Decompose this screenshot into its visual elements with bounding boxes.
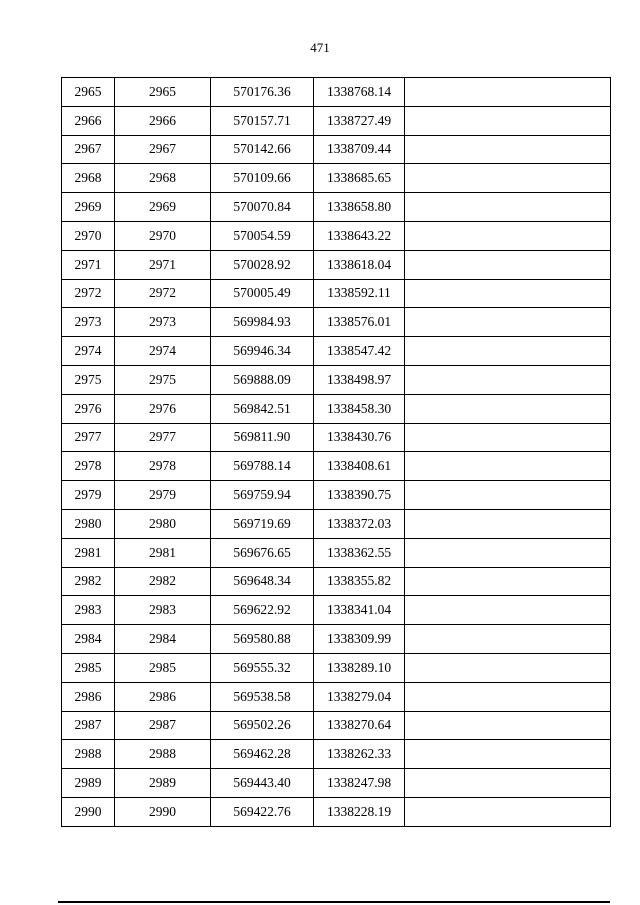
note-cell (405, 567, 611, 596)
point-number-cell: 2975 (115, 365, 211, 394)
x-coordinate-cell: 569888.09 (211, 365, 314, 394)
note-cell (405, 135, 611, 164)
x-coordinate-cell: 569759.94 (211, 481, 314, 510)
table-row (62, 567, 611, 596)
point-number-cell: 2971 (115, 250, 211, 279)
coordinates-table (61, 77, 611, 827)
point-id-cell: 2978 (62, 452, 115, 481)
table-row (62, 279, 611, 308)
y-coordinate-cell: 1338355.82 (314, 567, 405, 596)
note-cell (405, 769, 611, 798)
point-number-cell: 2981 (115, 538, 211, 567)
note-cell (405, 481, 611, 510)
table-body (62, 78, 611, 827)
y-coordinate-cell: 1338685.65 (314, 164, 405, 193)
note-cell (405, 682, 611, 711)
point-number-cell: 2978 (115, 452, 211, 481)
table-row (62, 653, 611, 682)
point-number-cell: 2967 (115, 135, 211, 164)
y-coordinate-cell: 1338390.75 (314, 481, 405, 510)
point-number-cell: 2983 (115, 596, 211, 625)
y-coordinate-cell: 1338289.10 (314, 653, 405, 682)
note-cell (405, 337, 611, 366)
note-cell (405, 106, 611, 135)
x-coordinate-cell: 570176.36 (211, 78, 314, 107)
table-row (62, 337, 611, 366)
note-cell (405, 279, 611, 308)
x-coordinate-cell: 569622.92 (211, 596, 314, 625)
x-coordinate-cell: 569443.40 (211, 769, 314, 798)
table-row (62, 423, 611, 452)
point-id-cell: 2970 (62, 221, 115, 250)
point-number-cell: 2984 (115, 625, 211, 654)
y-coordinate-cell: 1338618.04 (314, 250, 405, 279)
y-coordinate-cell: 1338547.42 (314, 337, 405, 366)
table-row (62, 625, 611, 654)
point-id-cell: 2976 (62, 394, 115, 423)
x-coordinate-cell: 570028.92 (211, 250, 314, 279)
point-id-cell: 2984 (62, 625, 115, 654)
point-number-cell: 2972 (115, 279, 211, 308)
x-coordinate-cell: 569946.34 (211, 337, 314, 366)
y-coordinate-cell: 1338228.19 (314, 797, 405, 826)
table-row (62, 308, 611, 337)
x-coordinate-cell: 570054.59 (211, 221, 314, 250)
y-coordinate-cell: 1338709.44 (314, 135, 405, 164)
x-coordinate-cell: 570070.84 (211, 193, 314, 222)
y-coordinate-cell: 1338341.04 (314, 596, 405, 625)
point-number-cell: 2980 (115, 509, 211, 538)
x-coordinate-cell: 569555.32 (211, 653, 314, 682)
note-cell (405, 221, 611, 250)
table-row (62, 106, 611, 135)
note-cell (405, 596, 611, 625)
y-coordinate-cell: 1338498.97 (314, 365, 405, 394)
point-number-cell: 2986 (115, 682, 211, 711)
point-number-cell: 2974 (115, 337, 211, 366)
point-number-cell: 2965 (115, 78, 211, 107)
x-coordinate-cell: 569811.90 (211, 423, 314, 452)
table-row (62, 250, 611, 279)
table-row (62, 394, 611, 423)
point-id-cell: 2965 (62, 78, 115, 107)
x-coordinate-cell: 570157.71 (211, 106, 314, 135)
table-row (62, 221, 611, 250)
note-cell (405, 509, 611, 538)
table-row (62, 682, 611, 711)
x-coordinate-cell: 569462.28 (211, 740, 314, 769)
y-coordinate-cell: 1338270.64 (314, 711, 405, 740)
x-coordinate-cell: 570005.49 (211, 279, 314, 308)
note-cell (405, 452, 611, 481)
point-number-cell: 2976 (115, 394, 211, 423)
note-cell (405, 653, 611, 682)
point-id-cell: 2968 (62, 164, 115, 193)
table-row (62, 769, 611, 798)
point-id-cell: 2982 (62, 567, 115, 596)
table-row (62, 509, 611, 538)
point-number-cell: 2988 (115, 740, 211, 769)
table-row (62, 193, 611, 222)
table-row (62, 135, 611, 164)
x-coordinate-cell: 569788.14 (211, 452, 314, 481)
point-id-cell: 2975 (62, 365, 115, 394)
y-coordinate-cell: 1338372.03 (314, 509, 405, 538)
y-coordinate-cell: 1338727.49 (314, 106, 405, 135)
y-coordinate-cell: 1338247.98 (314, 769, 405, 798)
y-coordinate-cell: 1338643.22 (314, 221, 405, 250)
point-id-cell: 2973 (62, 308, 115, 337)
point-id-cell: 2990 (62, 797, 115, 826)
point-number-cell: 2979 (115, 481, 211, 510)
table-row (62, 740, 611, 769)
point-id-cell: 2979 (62, 481, 115, 510)
point-id-cell: 2986 (62, 682, 115, 711)
x-coordinate-cell: 569422.76 (211, 797, 314, 826)
y-coordinate-cell: 1338768.14 (314, 78, 405, 107)
point-id-cell: 2967 (62, 135, 115, 164)
point-number-cell: 2982 (115, 567, 211, 596)
note-cell (405, 250, 611, 279)
point-id-cell: 2981 (62, 538, 115, 567)
point-number-cell: 2973 (115, 308, 211, 337)
table-row (62, 711, 611, 740)
note-cell (405, 538, 611, 567)
point-id-cell: 2974 (62, 337, 115, 366)
y-coordinate-cell: 1338309.99 (314, 625, 405, 654)
x-coordinate-cell: 569842.51 (211, 394, 314, 423)
x-coordinate-cell: 569648.34 (211, 567, 314, 596)
y-coordinate-cell: 1338458.30 (314, 394, 405, 423)
note-cell (405, 740, 611, 769)
y-coordinate-cell: 1338430.76 (314, 423, 405, 452)
footer-rule (58, 901, 610, 903)
table-row (62, 365, 611, 394)
point-number-cell: 2977 (115, 423, 211, 452)
point-id-cell: 2987 (62, 711, 115, 740)
point-number-cell: 2966 (115, 106, 211, 135)
table-row (62, 481, 611, 510)
point-number-cell: 2970 (115, 221, 211, 250)
point-number-cell: 2985 (115, 653, 211, 682)
y-coordinate-cell: 1338576.01 (314, 308, 405, 337)
note-cell (405, 193, 611, 222)
table-row (62, 797, 611, 826)
point-number-cell: 2969 (115, 193, 211, 222)
note-cell (405, 308, 611, 337)
x-coordinate-cell: 570109.66 (211, 164, 314, 193)
note-cell (405, 797, 611, 826)
point-id-cell: 2983 (62, 596, 115, 625)
x-coordinate-cell: 569719.69 (211, 509, 314, 538)
y-coordinate-cell: 1338408.61 (314, 452, 405, 481)
table-row (62, 78, 611, 107)
point-id-cell: 2966 (62, 106, 115, 135)
point-id-cell: 2972 (62, 279, 115, 308)
point-id-cell: 2969 (62, 193, 115, 222)
y-coordinate-cell: 1338362.55 (314, 538, 405, 567)
point-id-cell: 2985 (62, 653, 115, 682)
note-cell (405, 365, 611, 394)
point-number-cell: 2968 (115, 164, 211, 193)
point-number-cell: 2989 (115, 769, 211, 798)
point-number-cell: 2987 (115, 711, 211, 740)
point-id-cell: 2980 (62, 509, 115, 538)
point-number-cell: 2990 (115, 797, 211, 826)
table-row (62, 538, 611, 567)
point-id-cell: 2977 (62, 423, 115, 452)
table-row (62, 164, 611, 193)
note-cell (405, 164, 611, 193)
note-cell (405, 711, 611, 740)
y-coordinate-cell: 1338262.33 (314, 740, 405, 769)
note-cell (405, 423, 611, 452)
note-cell (405, 394, 611, 423)
table-row (62, 452, 611, 481)
x-coordinate-cell: 569502.26 (211, 711, 314, 740)
x-coordinate-cell: 569580.88 (211, 625, 314, 654)
y-coordinate-cell: 1338658.80 (314, 193, 405, 222)
note-cell (405, 78, 611, 107)
x-coordinate-cell: 569538.58 (211, 682, 314, 711)
point-id-cell: 2989 (62, 769, 115, 798)
y-coordinate-cell: 1338592.11 (314, 279, 405, 308)
x-coordinate-cell: 569676.65 (211, 538, 314, 567)
table-row (62, 596, 611, 625)
x-coordinate-cell: 569984.93 (211, 308, 314, 337)
point-id-cell: 2971 (62, 250, 115, 279)
note-cell (405, 625, 611, 654)
y-coordinate-cell: 1338279.04 (314, 682, 405, 711)
page-number: 471 (310, 40, 330, 55)
point-id-cell: 2988 (62, 740, 115, 769)
x-coordinate-cell: 570142.66 (211, 135, 314, 164)
